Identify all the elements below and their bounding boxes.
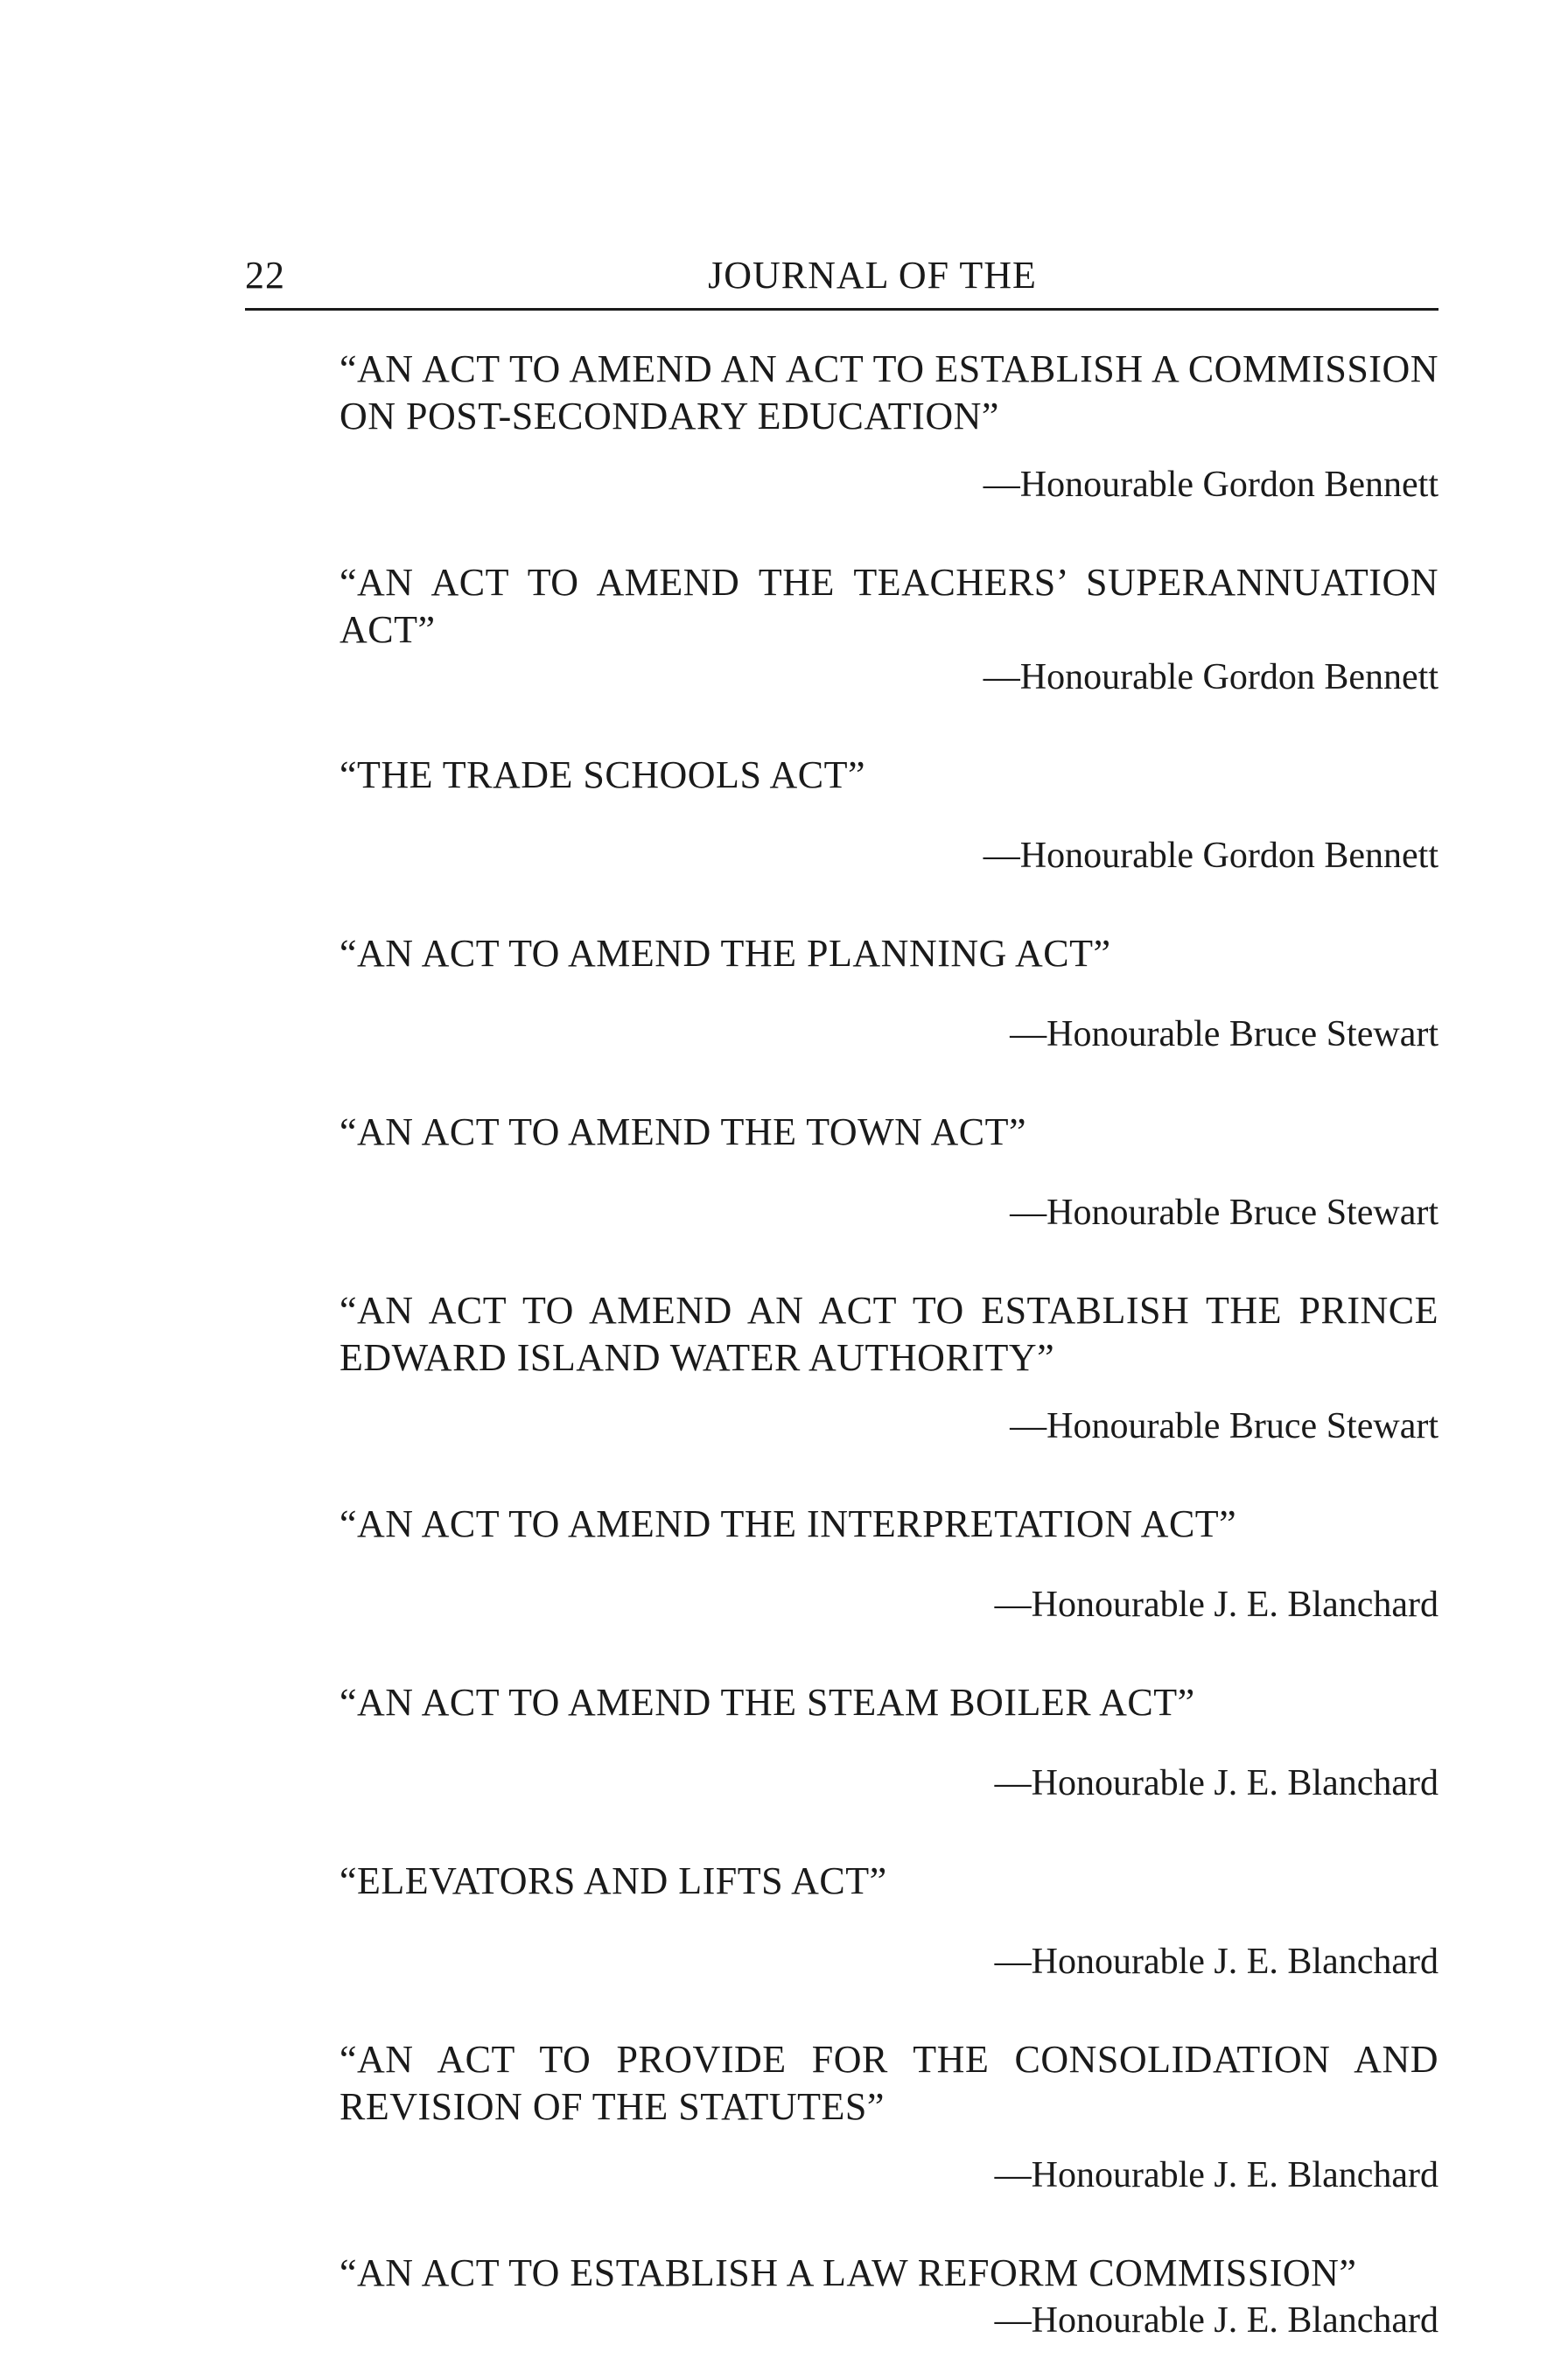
bill-sponsor: —Honourable J. E. Blanchard [994, 1763, 1438, 1803]
bill-list [340, 346, 1438, 2344]
bill-entry [340, 346, 1438, 508]
bill-entry [340, 1109, 1438, 1236]
bill-sponsor: —Honourable J. E. Blanchard [994, 2155, 1438, 2195]
bill-sponsor: —Honourable J. E. Blanchard [994, 1942, 1438, 1982]
bill-title: “AN ACT TO AMEND THE INTERPRETATION ACT” [340, 1502, 1237, 1545]
bill-entry [340, 559, 1438, 701]
bill-title: “AN ACT TO ESTABLISH A LAW REFORM COMMISSION” [340, 2251, 1357, 2294]
bill-title: “AN ACT TO AMEND THE PLANNING ACT” [340, 932, 1111, 975]
header-rule [245, 308, 1438, 311]
bill-sponsor: —Honourable J. E. Blanchard [994, 1585, 1438, 1625]
bill-entry [340, 930, 1438, 1058]
bill-entry [340, 1858, 1438, 1985]
bill-title: “AN ACT TO PROVIDE FOR THE CONSOLIDATION AND REVISION OF THE STATUTES” [340, 2038, 1438, 2128]
bill-sponsor: —Honourable Bruce Stewart [1010, 1406, 1438, 1446]
bill-sponsor: —Honourable Bruce Stewart [1010, 1014, 1438, 1054]
running-head [245, 249, 1438, 302]
journal-title: JOURNAL OF THE [708, 254, 1037, 297]
bill-title: “AN ACT TO AMEND THE TOWN ACT” [340, 1110, 1027, 1153]
bill-sponsor: —Honourable Gordon Bennett [983, 836, 1438, 876]
bill-title: “AN ACT TO AMEND THE STEAM BOILER ACT” [340, 1681, 1195, 1724]
bill-sponsor: —Honourable Bruce Stewart [1010, 1193, 1438, 1233]
bill-title: “ELEVATORS AND LIFTS ACT” [340, 1859, 887, 1902]
bill-entry [340, 2250, 1438, 2344]
bill-entry [340, 1679, 1438, 1807]
bill-sponsor: —Honourable Gordon Bennett [983, 657, 1438, 697]
bill-entry [340, 1501, 1438, 1628]
bill-title: “AN ACT TO AMEND AN ACT TO ESTABLISH THE PRINCE EDWARD ISLAND WATER AUTHORITY” [340, 1289, 1438, 1379]
bill-entry [340, 752, 1438, 879]
bill-title: “THE TRADE SCHOOLS ACT” [340, 753, 866, 796]
page-number: 22 [245, 254, 285, 297]
bill-entry [340, 1287, 1438, 1450]
bill-title: “AN ACT TO AMEND THE TEACHERS’ SUPERANNUATION ACT” [340, 561, 1438, 651]
bill-entry [340, 2036, 1438, 2199]
bill-sponsor: —Honourable Gordon Bennett [983, 465, 1438, 505]
bill-title: “AN ACT TO AMEND AN ACT TO ESTABLISH A COMMISSION ON POST-SECONDARY EDUCATION” [340, 347, 1438, 438]
bill-sponsor: —Honourable J. E. Blanchard [994, 2300, 1438, 2341]
